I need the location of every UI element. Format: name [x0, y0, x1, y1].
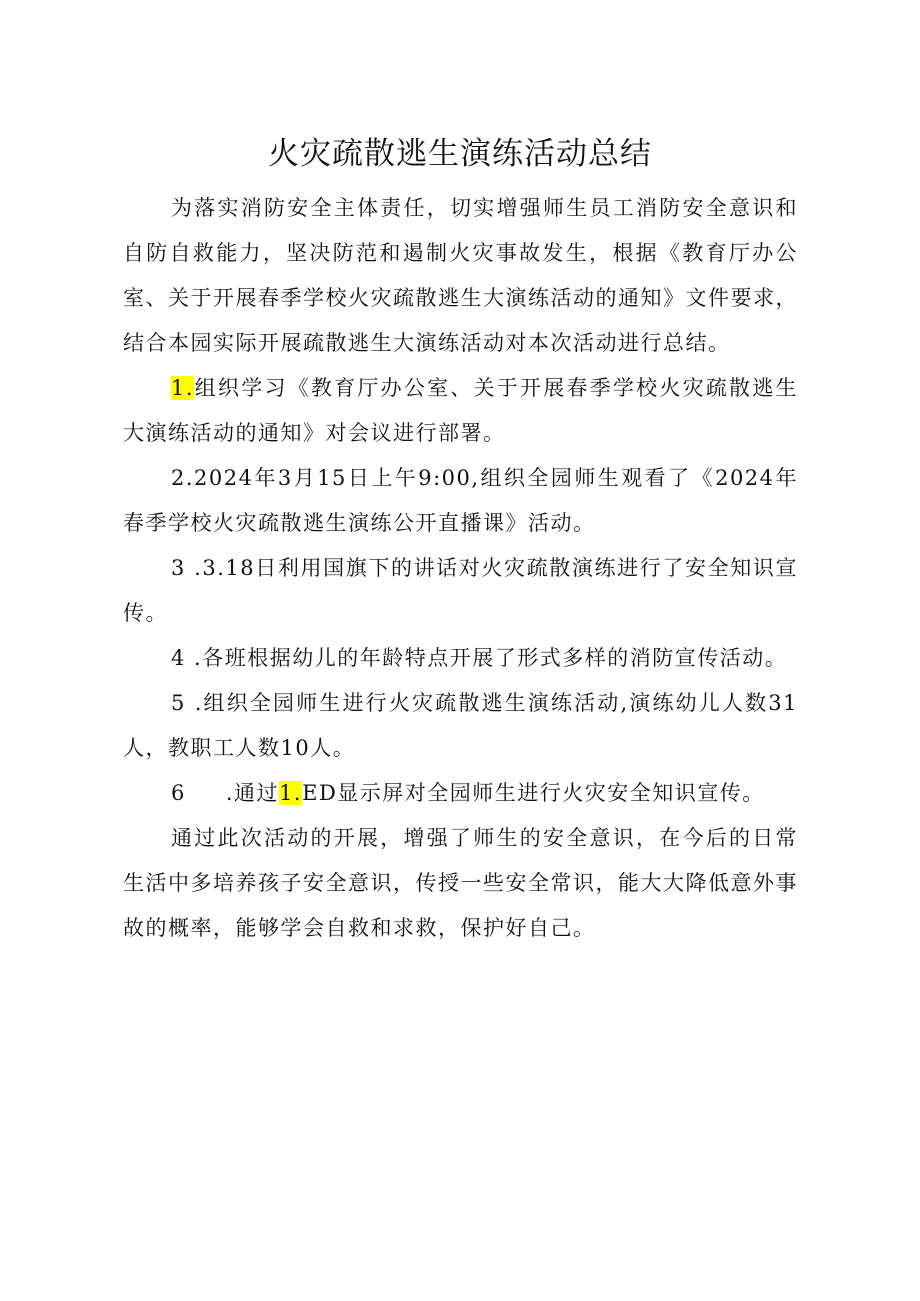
- list-item-3: [123, 546, 798, 636]
- item-number: 5 .: [171, 691, 203, 715]
- intro-paragraph: 为落实消防安全主体责任，切实增强师生员工消防安全意识和自防自救能力，坚决防范和遏制火灾事故发生，根据《教育厅办公室、关于开展春季学校火灾疏散逃生大演练活动的通知》文件要求，结合本园实际开展疏散逃生大演练活动对本次活动进行总结。: [123, 196, 798, 355]
- item-text: 组织学习《教育厅办公室、关于开展春季学校火灾疏散逃生大演练活动的通知》对会议进行部署。: [123, 376, 798, 445]
- item-text: 2024年3月15日上午9:00,组织全园师生观看了《2024年春季学校火灾疏散逃生演练公开直播课》活动。: [123, 466, 798, 535]
- conclusion-paragraph: 通过此次活动的开展，增强了师生的安全意识，在今后的日常生活中多培养孩子安全意识，传授一些安全常识，能大大降低意外事故的概率，能够学会自救和求救，保护好自己。: [123, 826, 798, 940]
- item-text: 各班根据幼儿的年龄特点开展了形式多样的消防宣传活动。: [202, 646, 788, 670]
- list-item-5: [123, 681, 798, 771]
- list-item-6: [123, 771, 798, 816]
- document-body: [123, 186, 798, 951]
- list-item-1: [123, 366, 798, 456]
- item-text: 组织全园师生进行火灾疏散逃生演练活动,演练幼儿人数31人，教职工人数10人。: [123, 691, 798, 760]
- page-title: 火灾疏散逃生演练活动总结: [268, 136, 652, 172]
- list-item-4: [123, 636, 798, 681]
- inline-highlight: 1.: [279, 781, 303, 805]
- item-number-highlight: 1.: [171, 376, 195, 400]
- item-text-prefix: .通过: [225, 781, 280, 805]
- item-number: 3 .: [171, 556, 203, 580]
- item-number: 6: [171, 781, 186, 805]
- item-text: 3.18日利用国旗下的讲话对火灾疏散演练进行了安全知识宣传。: [123, 556, 798, 625]
- item-number: 4 .: [171, 646, 203, 670]
- list-item-2: [123, 456, 798, 546]
- item-number: 2.: [171, 466, 195, 490]
- item-text-suffix: ED显示屏对全园师生进行火灾安全知识宣传。: [302, 781, 765, 805]
